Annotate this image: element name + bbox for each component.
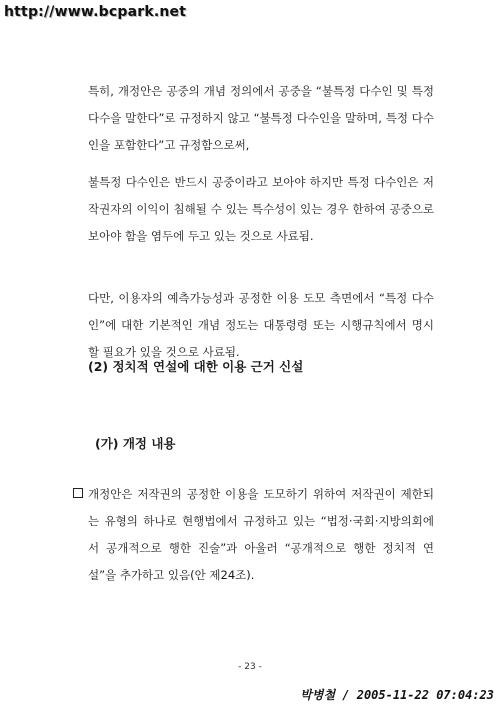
paragraph-public-definition: 특히, 개정안은 공중의 개념 정의에서 공중을 “불특정 다수인 및 특정다수을 말한다”로 규정하지 않고 “불특정 다수인을 말하며, 특정 다수인을 포함한다”고 규정함으로써, [88,84,434,152]
site-watermark: http://www.bcpark.net [4,4,187,20]
subsection-heading: (가) 개정 내용 [95,436,176,451]
paragraph-unspecified-majority: 불특정 다수인은 반드시 공중이라고 보아야 하지만 특정 다수인은 저작권자의 이익이 침해될 수 있는 특수성이 있는 경우 한하여 공중으로 보아야 함을 염두에 두고 있는 것으로 사료됨. [88,175,434,243]
bullet-item-text: 개정안은 저작권의 공정한 이용을 도모하기 위하여 저작권이 제한되는 유형의 하나로 현행법에서 규정하고 있는 “법정·국회·지방의회에서 공개적으로 행한 진술”과 아울러 “공개적으로 행한 정치적 연설”을 추가하고 있음(안 제24조). [88,487,434,582]
section-heading: (2) 정치적 연설에 대한 이용 근거 신설 [88,359,304,374]
page-number: - 23 - [238,662,262,672]
paragraph-predictability: 다만, 이용자의 예측가능성과 공정한 이용 도모 측면에서 “특정 다수인”에 대한 기본적인 개념 정도는 대통령령 또는 시행규칙에서 명시할 필요가 있을 것으로 사료됨. [88,291,434,359]
footer-timestamp-stamp: 박병철 / 2005-11-22 07:04:23 [300,688,494,702]
checkbox-bullet-icon [73,488,83,498]
